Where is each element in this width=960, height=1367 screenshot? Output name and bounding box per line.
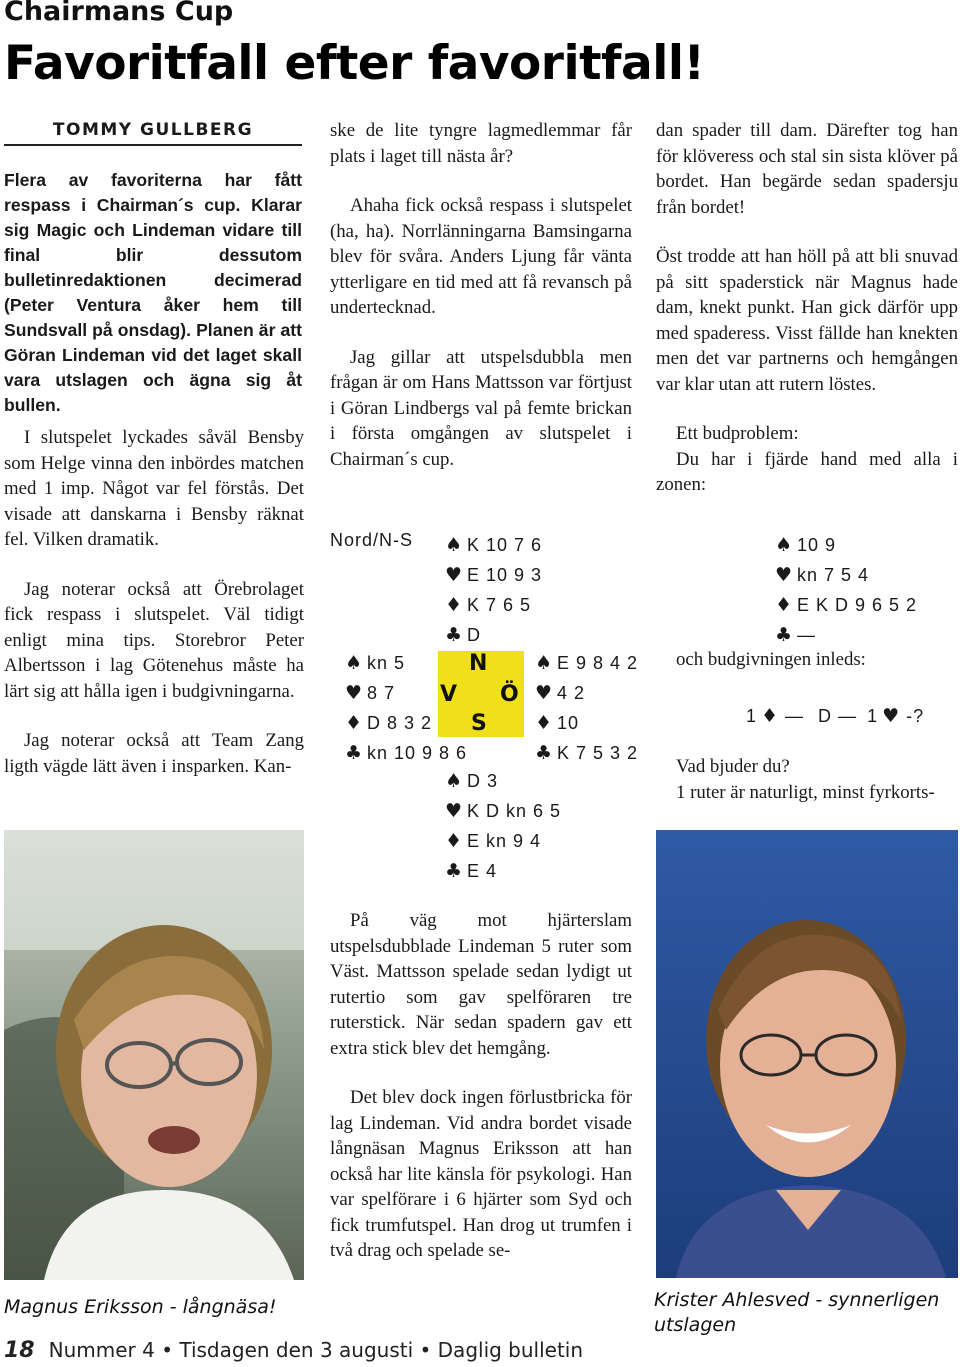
diamond-icon: ♦ xyxy=(535,712,554,734)
column-1 xyxy=(4,425,304,803)
compass-east: Ö xyxy=(500,682,519,707)
column-3-top xyxy=(656,118,958,498)
diamond-icon: ♦ xyxy=(445,830,464,852)
club-icon: ♣ xyxy=(775,624,794,646)
spade-icon: ♠ xyxy=(345,652,364,674)
heart-icon: ♥ xyxy=(775,564,794,586)
budproblem-text: Du har i fjärde hand med alla i zonen: xyxy=(656,448,958,495)
diamond-icon: ♦ xyxy=(345,712,364,734)
compass-west: V xyxy=(440,682,458,707)
club-icon: ♣ xyxy=(445,860,464,882)
column-2-top xyxy=(330,118,632,496)
caption-left: Magnus Eriksson - långnäsa! xyxy=(4,1296,277,1318)
heart-icon: ♥ xyxy=(345,682,364,704)
deal-dealer: Nord/N-S xyxy=(330,530,414,550)
heart-icon: ♥ xyxy=(535,682,554,704)
spade-icon: ♠ xyxy=(445,534,464,556)
section-kicker: Chairmans Cup xyxy=(4,0,234,27)
spade-icon: ♠ xyxy=(775,534,794,556)
compass-north: N xyxy=(469,651,488,676)
heart-icon: ♥ xyxy=(445,800,464,822)
club-icon: ♣ xyxy=(445,624,464,646)
south-hand: ♠ D 3 ♥ K D kn 6 5 ♦ E kn 9 4 ♣ E 4 xyxy=(445,766,561,886)
diamond-icon: ♦ xyxy=(445,594,464,616)
col2-paragraph-5: Det blev dock ingen förlustbricka för lag Lindeman. Vid andra bordet visade långnäsan Magnus Eriksson att han också har lite känsla för psykologi. Han var spelförare i 6 hjärter som Syd och fick trumfutspel. Han drog ut trumfen i två drag och spelade se- xyxy=(330,1087,632,1261)
north-hand: ♠ K 10 7 6 ♥ E 10 9 3 ♦ K 7 6 5 ♣ D xyxy=(445,530,542,650)
footer-text: Nummer 4 • Tisdagen den 3 augusti • Daglig bulletin xyxy=(48,1338,584,1362)
col2-paragraph-3: Jag gillar att utspelsdubbla men frågan är om Hans Mattsson var förtjust i Göran Lindbergs val på femte brickan i första omgången av slutspelet i Chairman´s cup. xyxy=(330,346,632,470)
col1-paragraph-2: Jag noterar också att Örebrolaget fick respass i slutspelet. Väl tidigt enligt mina tips. Storebror Peter Albertsson i lag Götenehus måste ha lärt sig att hålla igen i budgivningarna. xyxy=(4,578,304,702)
budproblem-title: Ett budproblem: xyxy=(676,423,799,444)
lede-paragraph: Flera av favoriterna har fått respass i Chairman´s cup. Klarar sig Magic och Lindeman vidare till final blir dessutom bulletinredaktionen decimerad (Peter Ventura åker hem till Sundsvall på onsdag). Planen är att Göran Lindeman vid det laget skall vara utslagen och ägna sig åt bullen. xyxy=(4,170,302,415)
column-2-bottom xyxy=(330,908,632,1288)
heart-icon: ♥ xyxy=(882,705,901,727)
col1-paragraph-1: I slutspelet lyckades såväl Bensby som Helge vinna den inbördes matchen med 1 imp. Något var fel förstås. Det visade att danskarna i Bensby räknat fel. Vilken dramatik. xyxy=(4,427,304,550)
col1-paragraph-3: Jag noterar också att Team Zang ligth vägde lätt även i insparken. Kan- xyxy=(4,730,304,777)
bidding-sequence: 1 ♦ — D — 1 ♥ -? xyxy=(746,705,925,727)
page-number: 18 xyxy=(4,1338,35,1363)
spade-icon: ♠ xyxy=(535,652,554,674)
compass-diagram xyxy=(438,651,524,737)
col2-paragraph-2: Ahaha fick också respass i slutspelet (ha, ha). Norrlänningarna Bamsingarna blev för svåra. Anders Ljung får vänta ytterligare en tid med att få revansch på undertecknad. xyxy=(330,195,632,318)
portrait-image xyxy=(4,830,304,1280)
bidding-intro: och budgivningen inleds: xyxy=(676,649,866,670)
page-footer xyxy=(4,1338,583,1363)
caption-right: Krister Ahlesved - synnerligen utslagen xyxy=(654,1289,940,1336)
headline: Favoritfall efter favoritfall! xyxy=(4,36,705,91)
col3-paragraph-1: dan spader till dam. Därefter tog han för klöveress och stal sin sista klöver på bordet. Han begärde sedan spadersju från bordet! xyxy=(656,120,958,218)
col2-paragraph-4: På väg mot hjärterslam utspelsdubblade Lindeman 5 ruter som Väst. Mattsson spelade sedan lydigt ut rutertio som gav spelföraren tre ruterstick. När sedan spadern gav ett extra stick blev det hemgång. xyxy=(330,910,632,1059)
column-3-bottom xyxy=(676,754,960,805)
spade-icon: ♠ xyxy=(445,770,464,792)
photo-magnus-eriksson xyxy=(4,830,304,1280)
photo-krister-ahlesved xyxy=(656,830,958,1278)
club-icon: ♣ xyxy=(535,742,554,764)
club-icon: ♣ xyxy=(345,742,364,764)
east-hand: ♠ E 9 8 4 2 ♥ 4 2 ♦ 10 ♣ K 7 5 3 2 xyxy=(535,648,638,768)
bidding-question: Vad bjuder du? xyxy=(676,756,790,777)
col2-paragraph-1: ske de lite tyngre lagmedlemmar får plats i laget till nästa år? xyxy=(330,120,632,167)
west-hand: ♠ kn 5 ♥ 8 7 ♦ D 8 3 2 ♣ kn 10 9 8 6 xyxy=(345,648,467,768)
col3-paragraph-2: Öst trodde att han höll på att bli snuvad på sitt spaderstick när Magnus hade dam, knekt punkt. Han gick därför upp med spaderess. Visst fällde han knekten men det var partnerns och hemgången var klar utan att rutern löstes. xyxy=(656,246,958,395)
portrait-image xyxy=(656,830,958,1278)
heart-icon: ♥ xyxy=(445,564,464,586)
diamond-icon: ♦ xyxy=(775,594,794,616)
byline: TOMMY GULLBERG xyxy=(4,120,302,146)
problem-hand: ♠ 10 9 ♥ kn 7 5 4 ♦ E K D 9 6 5 2 ♣ — xyxy=(775,530,917,650)
bidding-answer: 1 ruter är naturligt, minst fyrkorts- xyxy=(676,781,935,803)
diamond-icon: ♦ xyxy=(761,705,780,727)
compass-south: S xyxy=(471,711,487,736)
